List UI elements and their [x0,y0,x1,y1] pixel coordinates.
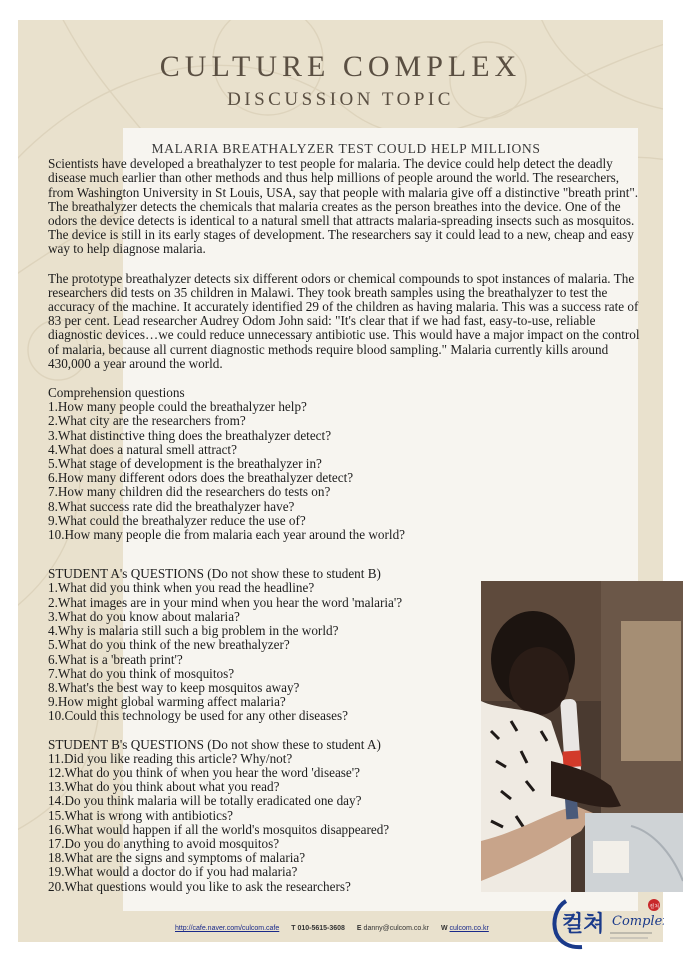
article-headline: MALARIA BREATHALYZER TEST COULD HELP MILLIONS [151,141,541,156]
phone-label: T [291,925,296,932]
article-body [48,142,644,894]
student-b-question: 14.Do you think malaria will be totally eradicated one day? [48,793,362,809]
student-a-question: 10.Could this technology be used for any other diseases? [48,708,348,724]
website-link[interactable]: culcom.co.kr [449,925,489,932]
comprehension-question: 7.How many children did the researchers do tests on? [48,484,331,500]
comprehension-question: 5.What stage of development is the breathalyzer in? [48,456,322,472]
logo-badge-text: 컬쳐 [649,904,660,910]
student-a-question: 3.What do you know about malaria? [48,608,240,624]
student-a-question: 1.What did you think when you read the headline? [48,580,315,596]
student-b-list [48,752,644,894]
student-a-question: 5.What do you think of the new breathalyzer? [48,637,290,653]
logo-korean-text: 컬쳐 [562,912,605,937]
student-a-list [48,581,644,723]
student-b-question: 12.What do you think of when you hear the word 'disease'? [48,764,361,780]
student-b-heading: STUDENT B's QUESTIONS (Do not show these to student A) [48,736,381,752]
student-a-question: 6.What is a 'breath print'? [48,651,183,667]
student-a-question: 7.What do you think of mosquitos? [48,665,235,681]
web-label: W [440,925,448,932]
student-a-heading: STUDENT A's QUESTIONS (Do not show these to student B) [48,566,381,582]
comprehension-question: 6.How many different odors does the breathalyzer detect? [48,470,354,486]
student-a-question: 8.What's the best way to keep mosquitos away? [48,679,300,695]
student-b-question: 17.Do you do anything to avoid mosquitos? [48,835,280,851]
student-a-question: 2.What images are in your mind when you hear the word 'malaria'? [48,594,403,610]
comprehension-question: 9.What could the breathalyzer reduce the use of? [48,512,306,528]
article-paragraph-1: Scientists have developed a breathalyzer to test people for malaria. The device could help detect the deadly disease much earlier than other methods and thus help millions of people around the world. The researchers, from Washington University in St Louis, USA, say that people with malaria give off a distinctive "breath print". The breathalyzer detects the chemicals that malaria creates as the person breathes into the device. One of the odors the device detects is identical to a natural smell that attracts malaria-spreading insects such as mosquitos. The device is still in its early stages of development. The researchers say it could lead to a new, cheap and easy way to help diagnose malaria. [48,156,639,257]
cafe-link[interactable]: http://cafe.naver.com/culcom.cafe [175,925,280,932]
comprehension-question: 8.What success rate did the breathalyzer have? [48,498,295,514]
student-b-section [48,738,644,894]
student-a-question: 4.Why is malaria still such a big problem in the world? [48,623,339,639]
logo-english-text: Complex [612,914,664,929]
footer-contact [175,925,499,932]
comprehension-question: 3.What distinctive thing does the breathalyzer detect? [48,427,332,443]
comprehension-heading: Comprehension questions [48,385,185,401]
student-b-question: 13.What do you think about what you read? [48,779,280,795]
student-b-question: 19.What would a doctor do if you had malaria? [48,864,298,880]
comprehension-list [48,400,644,542]
comprehension-question: 2.What city are the researchers from? [48,413,246,429]
culture-complex-logo [548,893,664,951]
article-paragraph-2: The prototype breathalyzer detects six different odors or chemical compounds to spot instances of malaria. The researchers did tests on 35 children in Malawi. They took breath samples using the breathalyzer to test the accuracy of the machine. It accurately identified 29 of the children as having malaria. This was a success rate of 83 per cent. Lead researcher Audrey Odom John said: "It's clear that if we had fast, easy-to-use, reliable diagnostic devices…we could reduce unnecessary antibiotic use. This would have a major impact on the control of malaria, because all current diagnostic methods require blood sampling." Malaria currently kills around 430,000 a year around the world. [48,270,640,371]
page-title: CULTURE COMPLEX [159,50,522,83]
email-label: E [356,925,362,932]
phone-number: 010-5615-3608 [297,925,345,932]
comprehension-question: 1.How many people could the breathalyzer help? [48,399,307,415]
student-b-question: 11.Did you like reading this article? Why/not? [48,750,293,766]
student-b-question: 18.What are the signs and symptoms of malaria? [48,850,306,866]
page-subtitle: DISCUSSION TOPIC [227,89,454,110]
comprehension-question: 4.What does a natural smell attract? [48,441,237,457]
student-a-question: 9.How might global warming affect malaria? [48,694,286,710]
logo-graphic [548,893,664,951]
email-address: danny@culcom.co.kr [363,925,430,932]
student-b-question: 20.What questions would you like to ask the researchers? [48,878,351,894]
student-b-question: 16.What would happen if all the world's mosquitos disappeared? [48,821,390,837]
student-a-section [48,567,644,723]
comprehension-section [48,386,644,542]
student-b-question: 15.What is wrong with antibiotics? [48,807,233,823]
comprehension-question: 10.How many people die from malaria each year around the world? [48,527,406,543]
